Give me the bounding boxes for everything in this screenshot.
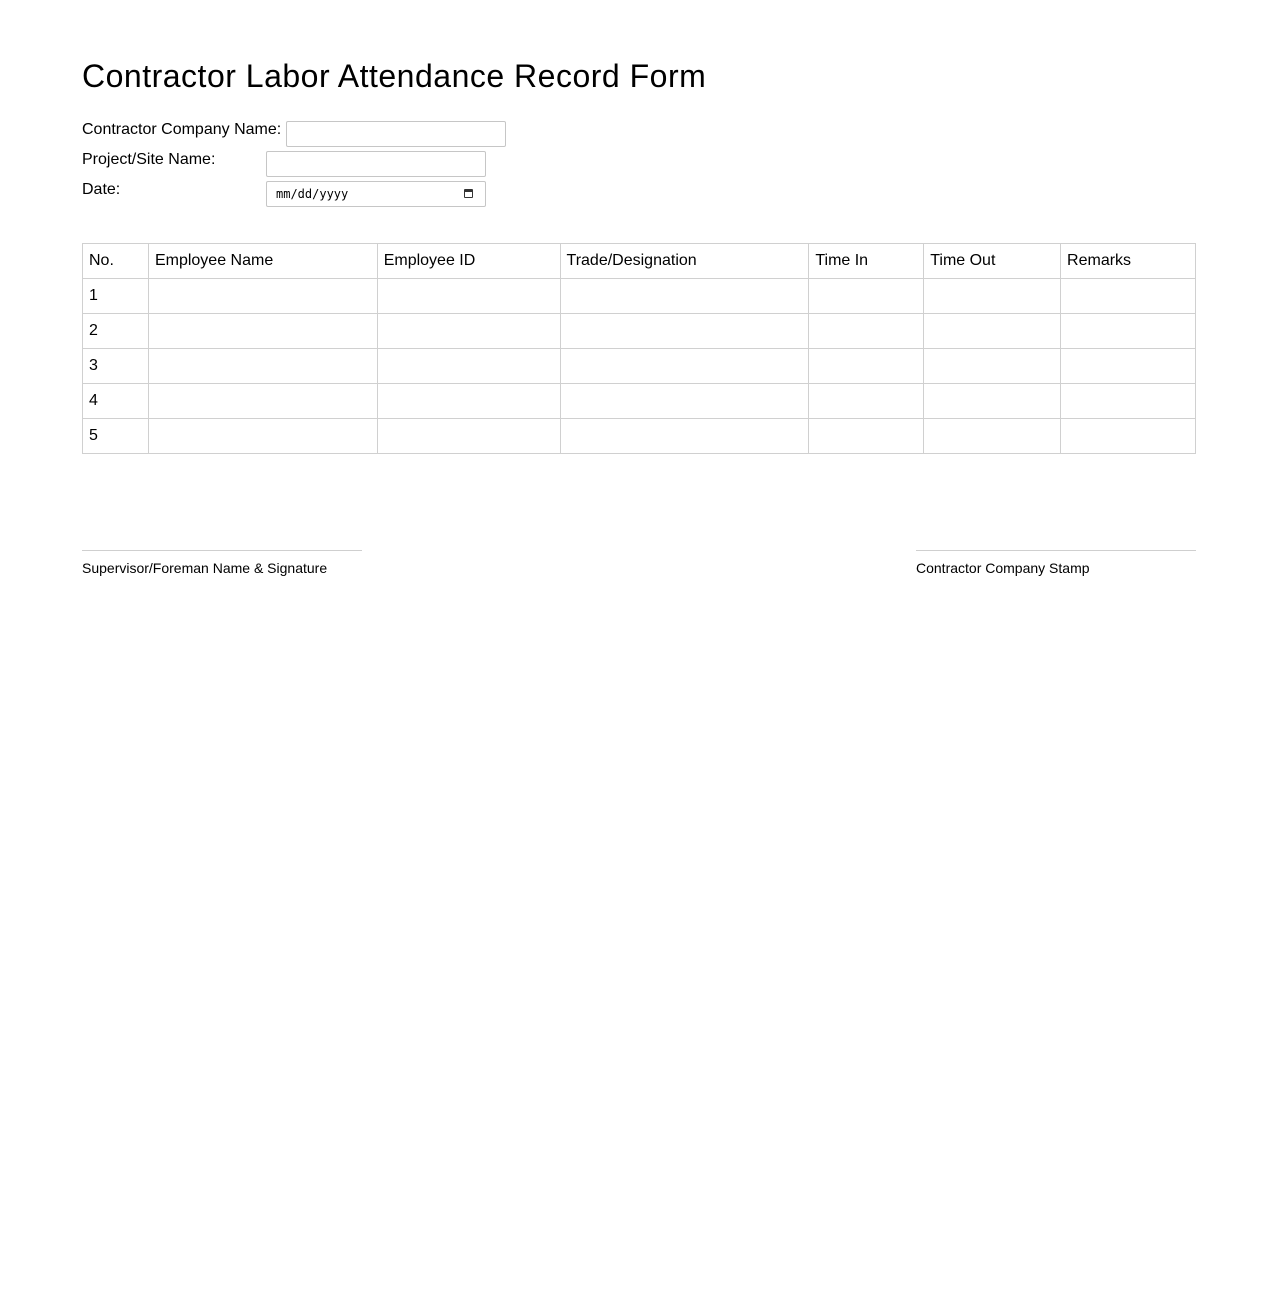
table-row <box>83 419 1196 454</box>
header-employee-id: Employee ID <box>377 244 560 279</box>
cell-employee-id[interactable] <box>377 314 560 349</box>
header-time-out: Time Out <box>924 244 1061 279</box>
cell-time-out[interactable] <box>924 419 1061 454</box>
cell-trade[interactable] <box>560 419 809 454</box>
cell-remarks[interactable] <box>1061 314 1196 349</box>
cell-employee-id[interactable] <box>377 419 560 454</box>
cell-remarks[interactable] <box>1061 279 1196 314</box>
row-number: 1 <box>83 279 149 314</box>
cell-employee-id[interactable] <box>377 279 560 314</box>
cell-trade[interactable] <box>560 384 809 419</box>
table-row <box>83 384 1196 419</box>
cell-employee-id[interactable] <box>377 384 560 419</box>
header-no: No. <box>83 244 149 279</box>
header-time-in: Time In <box>809 244 924 279</box>
cell-trade[interactable] <box>560 279 809 314</box>
cell-time-in[interactable] <box>809 279 924 314</box>
calendar-icon[interactable] <box>464 189 473 198</box>
project-site-label: Project/Site Name: <box>82 151 216 168</box>
attendance-table <box>82 243 1196 454</box>
cell-employee-name[interactable] <box>148 384 377 419</box>
cell-employee-name[interactable] <box>148 314 377 349</box>
project-site-input[interactable] <box>266 151 486 177</box>
row-number: 5 <box>83 419 149 454</box>
cell-trade[interactable] <box>560 314 809 349</box>
date-placeholder: mm/dd/yyyy <box>276 187 349 201</box>
cell-time-out[interactable] <box>924 314 1061 349</box>
company-name-label: Contractor Company Name: <box>82 121 282 138</box>
cell-remarks[interactable] <box>1061 349 1196 384</box>
table-row <box>83 314 1196 349</box>
cell-time-out[interactable] <box>924 349 1061 384</box>
cell-time-in[interactable] <box>809 314 924 349</box>
row-number: 3 <box>83 349 149 384</box>
row-number: 2 <box>83 314 149 349</box>
company-stamp-line: Contractor Company Stamp <box>916 550 1196 576</box>
row-number: 4 <box>83 384 149 419</box>
table-row <box>83 279 1196 314</box>
supervisor-signature-line: Supervisor/Foreman Name & Signature <box>82 550 362 576</box>
header-employee-name: Employee Name <box>148 244 377 279</box>
header-remarks: Remarks <box>1061 244 1196 279</box>
cell-employee-name[interactable] <box>148 349 377 384</box>
cell-remarks[interactable] <box>1061 384 1196 419</box>
cell-time-out[interactable] <box>924 279 1061 314</box>
date-label: Date: <box>82 181 121 198</box>
cell-time-out[interactable] <box>924 384 1061 419</box>
page-title: Contractor Labor Attendance Record Form <box>82 58 707 94</box>
company-name-input[interactable] <box>286 121 506 147</box>
cell-time-in[interactable] <box>809 419 924 454</box>
cell-employee-name[interactable] <box>148 419 377 454</box>
table-header-row <box>83 244 1196 279</box>
table-row <box>83 349 1196 384</box>
cell-time-in[interactable] <box>809 384 924 419</box>
cell-employee-id[interactable] <box>377 349 560 384</box>
cell-time-in[interactable] <box>809 349 924 384</box>
cell-trade[interactable] <box>560 349 809 384</box>
cell-remarks[interactable] <box>1061 419 1196 454</box>
header-trade: Trade/Designation <box>560 244 809 279</box>
cell-employee-name[interactable] <box>148 279 377 314</box>
date-input[interactable] <box>266 181 486 207</box>
